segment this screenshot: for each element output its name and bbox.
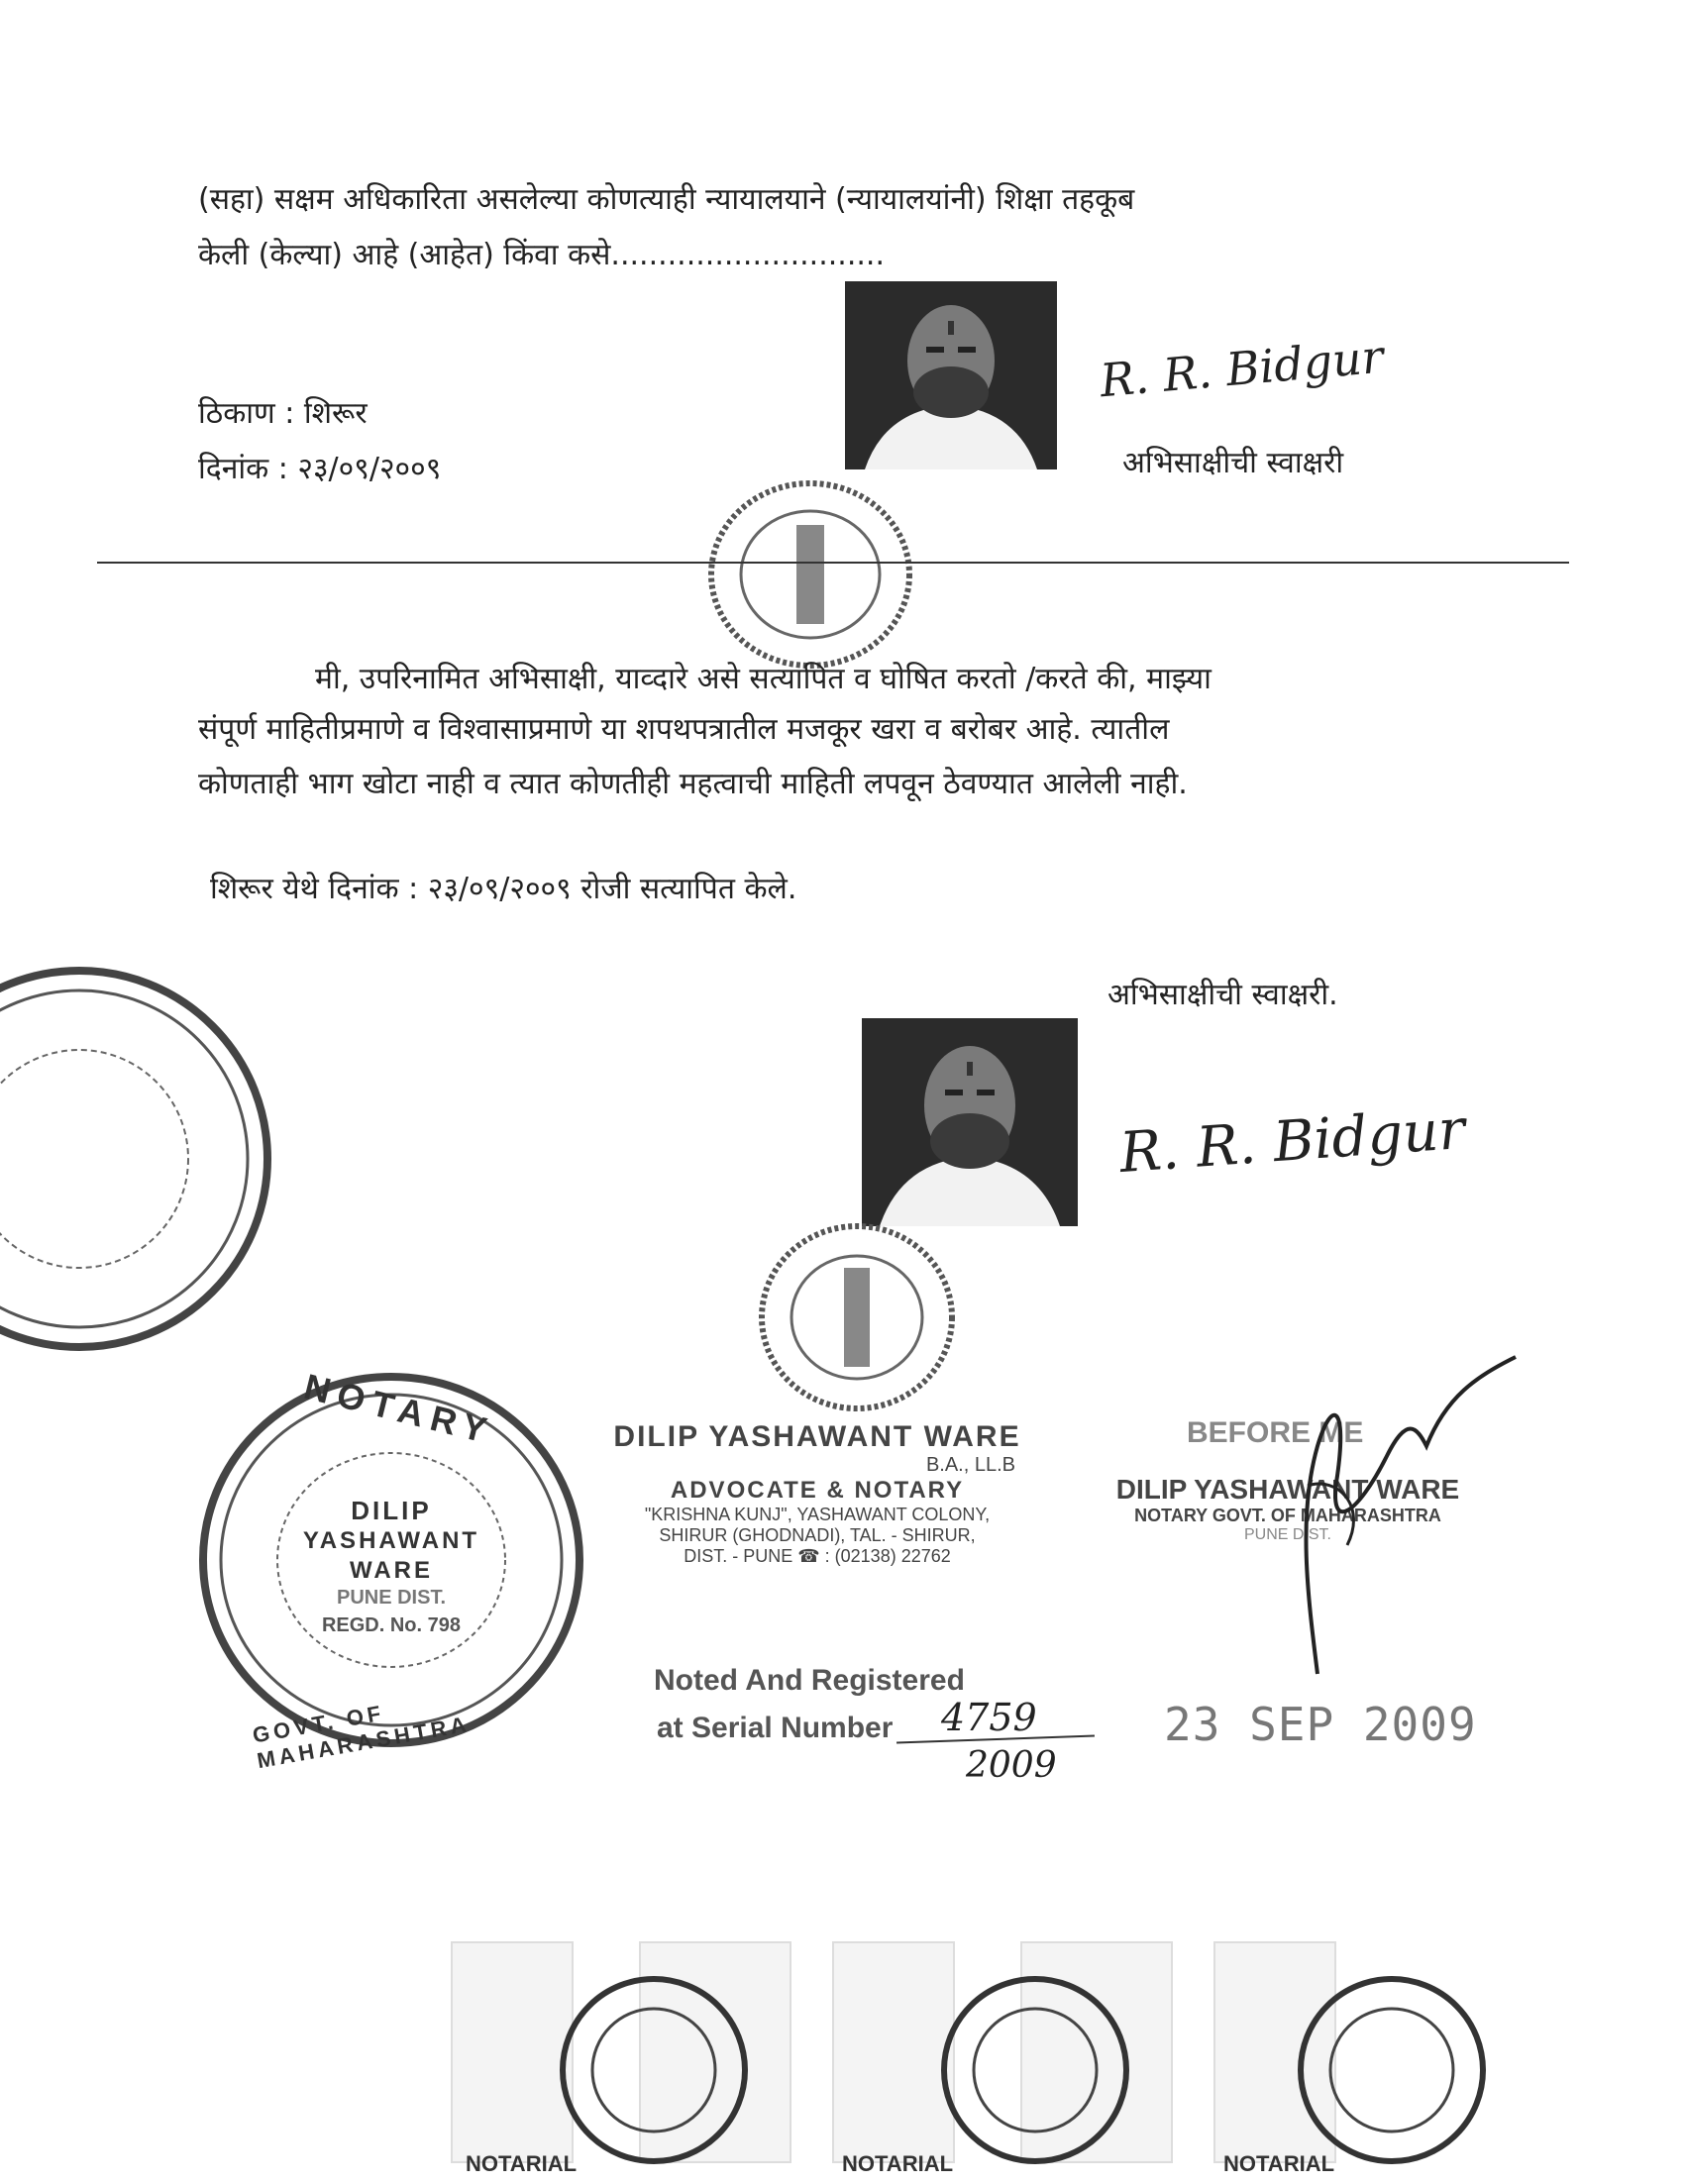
deponent-photo-2 [862,1018,1078,1226]
notary-name: DILIP YASHAWANT WARE [613,1420,1021,1453]
place-label: ठिकाण : शिरूर [198,396,368,431]
signature-caption-1: अभिसाक्षीची स्वाक्षरी [1122,446,1344,480]
notary-seal [193,1365,589,1774]
serial-number: 4759 [941,1696,1037,1739]
registration-label-1: Noted And Registered [654,1664,965,1697]
notarial-stamp-3 [1213,1941,1550,2184]
notarial-label-1: NOTARIAL [466,2151,578,2176]
seal-bottom-text: GOVT. OF MAHARASHTRA [251,1700,473,1774]
notarial-stamps-row [451,1941,1679,2184]
notary-block [580,1420,1055,1567]
seal-name-3: WARE [350,1557,433,1584]
clause-line-2: केली (केल्या) आहे (आहेत) किंवा कसे............................. [198,238,885,272]
notary-title: ADVOCATE & NOTARY [670,1477,965,1504]
deponent-signature-1: R. R. Bidgur [1098,329,1386,408]
before-me-label: BEFORE ME [1187,1416,1364,1449]
verified-line: शिरूर येथे दिनांक : २३/०९/२००९ रोजी सत्यापित केले. [210,872,797,906]
before-me-name: DILIP YASHAWANT WARE [1115,1474,1460,1505]
seal-name-1: DILIP [351,1496,432,1525]
verification-line-3: कोणताही भाग खोटा नाही व त्यात कोणतीही महत्वाची माहिती लपवून ठेवण्यात आलेली नाही. [198,767,1188,801]
partial-notary-seal [0,961,297,1361]
signature-caption-2: अभिसाक्षीची स्वाक्षरी. [1107,978,1338,1012]
notarial-label-3: NOTARIAL [1223,2151,1335,2176]
divider-line [97,562,1569,564]
deponent-photo-1 [845,281,1057,469]
notary-degree: B.A., LL.B [925,1454,1015,1476]
serial-year: 2009 [966,1745,1057,1786]
seal-regd: REGD. No. 798 [321,1614,462,1636]
notary-signature [1278,1337,1535,1688]
registration-label-2: at Serial Number [657,1712,894,1744]
before-me-title: NOTARY GOVT. OF MAHARASHTRA [1134,1506,1441,1525]
small-seal-2 [753,1218,961,1420]
notary-address-3: DIST. - PUNE ☎ : (02138) 22762 [684,1546,951,1566]
date-stamp: 23 SEP 2009 [1164,1698,1477,1751]
seal-dist: PUNE DIST. [336,1587,447,1609]
verification-line-1: मी, उपरिनामित अभिसाक्षी, याव्दारे असे सत्यापित व घोषित करतो /करते की, माझ्या [315,662,1212,696]
notary-address-1: "KRISHNA KUNJ", YASHAWANT COLONY, [644,1505,991,1524]
notarial-stamp-1 [451,1941,788,2184]
clause-line-1: (सहा) सक्षम अधिकारिता असलेल्या कोणत्याही न्यायालयाने (न्यायालयांनी) शिक्षा तहकूब [198,182,1135,217]
notary-address-2: SHIRUR (GHODNADI), TAL. - SHIRUR, [659,1525,976,1545]
deponent-signature-2: R. R. Bidgur [1117,1096,1467,1187]
date-label: दिनांक : २३/०९/२००९ [198,452,442,486]
seal-top-text: NOTARY [300,1365,499,1453]
small-seal-1 [701,475,919,677]
before-me-dist: PUNE DIST. [1243,1526,1331,1543]
notarial-stamp-2 [832,1941,1169,2184]
notarial-label-2: NOTARIAL [842,2151,954,2176]
verification-line-2: संपूर्ण माहितीप्रमाणे व विश्वासाप्रमाणे या शपथपत्रातील मजकूर खरा व बरोबर आहे. त्यातील [198,712,1170,747]
seal-name-2: YASHAWANT [302,1527,480,1554]
